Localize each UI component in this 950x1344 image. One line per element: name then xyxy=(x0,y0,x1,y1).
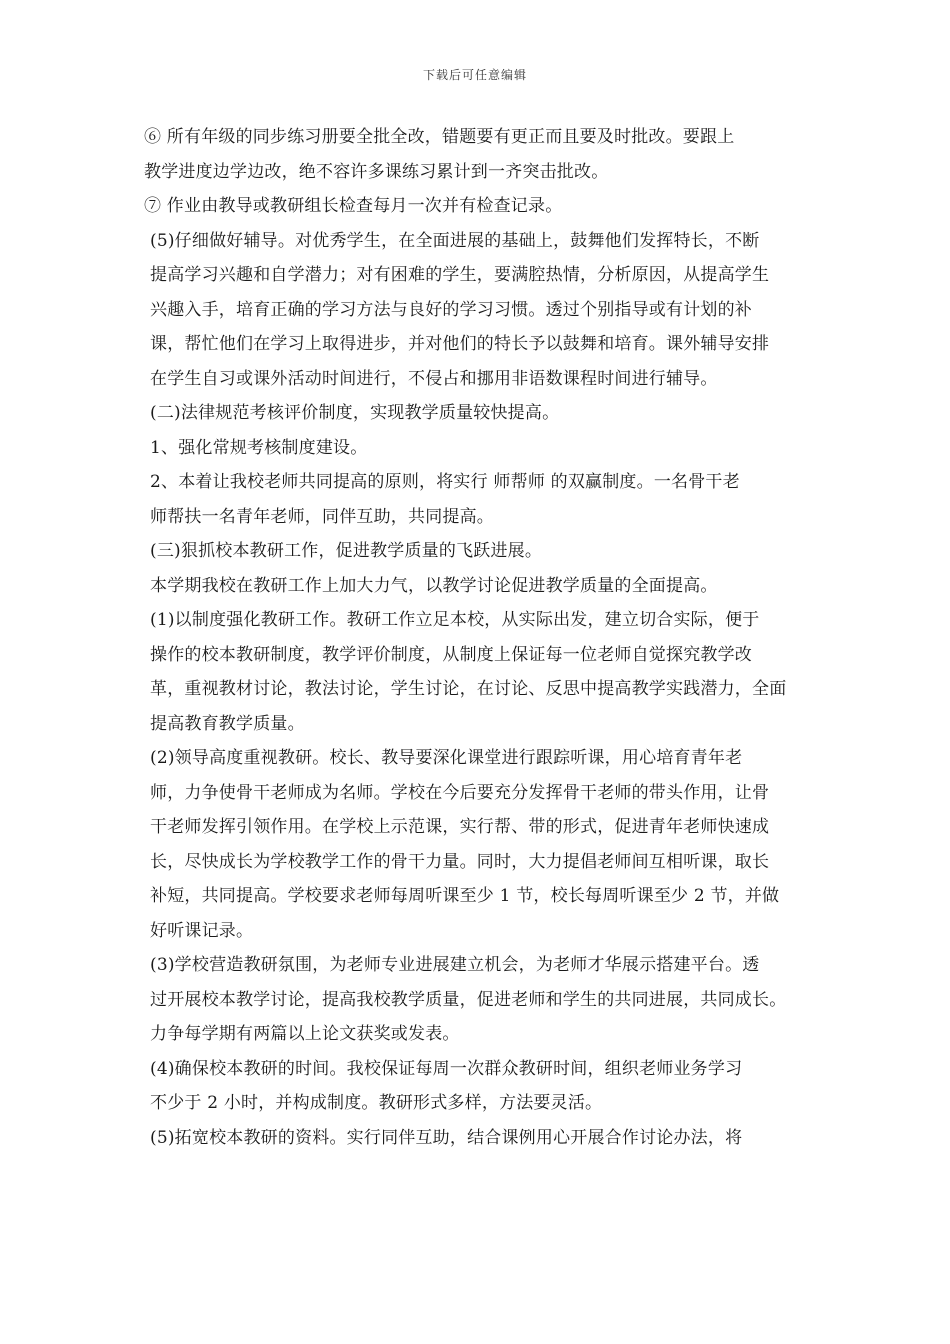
text-line: 不少于 2 小时，并构成制度。教研形式多样，方法要灵活。 xyxy=(150,1093,603,1113)
text-line: 2、本着让我校老师共同提高的原则，将实行 师帮师 的双赢制度。一名骨干老 xyxy=(150,472,740,492)
paragraph-13 xyxy=(144,1121,816,1156)
paragraph-1 xyxy=(144,120,816,189)
text-line: 过开展校本教学讨论，提高我校教学质量，促进老师和学生的共同进展，共同成长。 xyxy=(150,989,787,1010)
text-line: 提高学习兴趣和自学潜力；对有困难的学生，要满腔热情，分析原因，从提高学生 xyxy=(150,265,770,285)
text-line: (5)仔细做好辅导。对优秀学生，在全面进展的基础上，鼓舞他们发挥特长，不断 xyxy=(150,230,760,251)
text-line: 力争每学期有两篇以上论文获奖或发表。 xyxy=(150,1024,460,1044)
text-line: (二)法律规范考核评价制度，实现教学质量较快提高。 xyxy=(150,403,560,423)
text-line: ⑦ 作业由教导或教研组长检查每月一次并有检查记录。 xyxy=(144,196,563,216)
paragraph-12 xyxy=(144,1052,816,1121)
text-line: 操作的校本教研制度，教学评价制度，从制度上保证每一位老师自觉探究教学改 xyxy=(150,644,752,665)
document-body xyxy=(144,120,816,1155)
text-line: (1)以制度强化教研工作。教研工作立足本校，从实际出发，建立切合实际，便于 xyxy=(150,610,760,630)
text-line: (三)狠抓校本教研工作，促进教学质量的飞跃进展。 xyxy=(150,541,543,561)
text-line: 好听课记录。 xyxy=(150,920,254,941)
paragraph-2 xyxy=(144,189,816,224)
text-line: 兴趣入手，培育正确的学习方法与良好的学习习惯。透过个别指导或有计划的补 xyxy=(150,299,752,320)
page-header: 下载后可任意编辑 xyxy=(422,68,527,82)
paragraph-3 xyxy=(144,224,816,397)
text-line: (5)拓宽校本教研的资料。实行同伴互助，结合课例用心开展合作讨论办法，将 xyxy=(150,1127,743,1148)
text-line: 1、强化常规考核制度建设。 xyxy=(150,437,368,458)
text-line: 师帮扶一名青年老师，同伴互助，共同提高。 xyxy=(150,506,494,527)
text-line: 师，力争使骨干老师成为名师。学校在今后要充分发挥骨干老师的带头作用，让骨 xyxy=(150,782,770,803)
text-line: 补短，共同提高。学校要求老师每周听课至少 1 节，校长每周听课至少 2 节，并做 xyxy=(150,886,780,906)
text-line: (3)学校营造教研氛围，为老师专业进展建立机会，为老师才华展示搭建平台。透 xyxy=(150,955,760,975)
text-line: 本学期我校在教研工作上加大力气，以教学讨论促进教学质量的全面提高。 xyxy=(150,575,718,596)
text-line: ⑥ 所有年级的同步练习册要全批全改，错题要有更正而且要及时批改。要跟上 xyxy=(144,127,735,147)
paragraph-7 xyxy=(144,534,816,569)
text-line: 提高教育教学质量。 xyxy=(150,713,305,734)
paragraph-4 xyxy=(144,396,816,431)
text-line: 革，重视教材讨论，教法讨论，学生讨论，在讨论、反思中提高教学实践潜力，全面 xyxy=(150,679,787,699)
text-line: 在学生自习或课外活动时间进行，不侵占和挪用非语数课程时间进行辅导。 xyxy=(150,368,718,389)
paragraph-6 xyxy=(144,465,816,534)
paragraph-5 xyxy=(144,431,816,466)
paragraph-11 xyxy=(144,948,816,1052)
text-line: (2)领导高度重视教研。校长、教导要深化课堂进行跟踪听课，用心培育青年老 xyxy=(150,748,743,768)
paragraph-8 xyxy=(144,569,816,604)
text-line: 课，帮忙他们在学习上取得进步，并对他们的特长予以鼓舞和培育。课外辅导安排 xyxy=(150,334,770,354)
text-line: 教学进度边学边改，绝不容许多课练习累计到一齐突击批改。 xyxy=(144,161,609,182)
paragraph-9 xyxy=(144,603,816,741)
text-line: 长，尽快成长为学校教学工作的骨干力量。同时，大力提倡老师间互相听课，取长 xyxy=(150,851,770,872)
paragraph-10 xyxy=(144,741,816,948)
text-line: (4)确保校本教研的时间。我校保证每周一次群众教研时间，组织老师业务学习 xyxy=(150,1058,743,1079)
text-line: 干老师发挥引领作用。在学校上示范课，实行帮、带的形式，促进青年老师快速成 xyxy=(150,817,770,837)
